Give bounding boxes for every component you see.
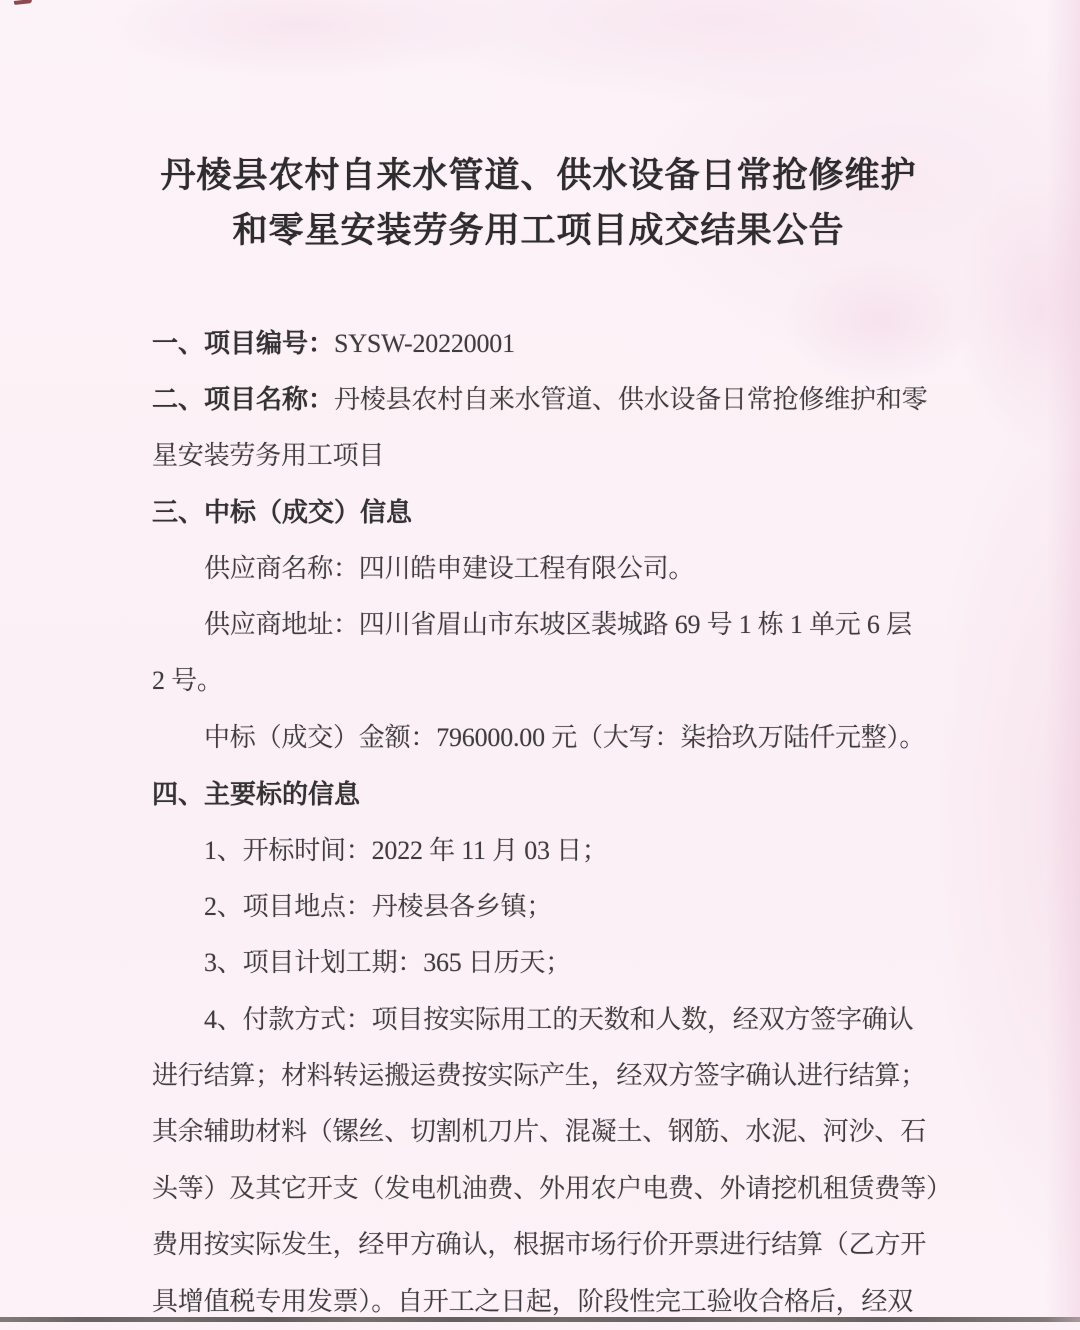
line-text: 中标（成交）金额：796000.00 元（大写：柒拾玖万陆仟元整）。 <box>204 722 926 752</box>
document-body <box>152 315 952 1330</box>
line-project-name <box>152 371 930 427</box>
line-payment-cont-4 <box>152 1217 930 1273</box>
scan-corner-mark <box>14 0 32 5</box>
line-text: 供应商名称：四川皓申建设工程有限公司。 <box>204 553 695 583</box>
section-label: 一、项目编号： <box>152 328 335 358</box>
document-title <box>152 148 925 258</box>
line-supplier-address-cont <box>152 653 930 709</box>
line-award-info-heading <box>152 484 930 540</box>
line-award-amount <box>152 710 930 766</box>
document-title-line-2: 和零星安装劳务用工项目成交结果公告 <box>232 211 845 250</box>
section-label: 二、项目名称： <box>152 384 335 415</box>
line-text: 2、项目地点：丹棱县各乡镇； <box>204 891 553 921</box>
line-text: 2 号。 <box>152 666 223 696</box>
line-payment-method <box>152 992 930 1048</box>
line-payment-cont-1 <box>152 1048 930 1104</box>
line-supplier-name <box>152 541 930 597</box>
line-text: 1、开标时间：2022 年 11 月 03 日； <box>204 835 608 865</box>
line-text: 具增值税专用发票）。自开工之日起，阶段性完工验收合格后，经双 <box>152 1286 914 1316</box>
line-text: 丹棱县农村自来水管道、供水设备日常抢修维护和零 <box>334 385 928 415</box>
line-project-duration <box>152 935 930 991</box>
scan-edge-shadow <box>1046 0 1080 1322</box>
line-project-number <box>152 315 930 371</box>
line-supplier-address <box>152 597 930 653</box>
line-text: 4、付款方式：项目按实际用工的天数和人数，经双方签字确认 <box>204 1004 914 1034</box>
line-project-name-cont <box>152 428 930 484</box>
line-text: 其余辅助材料（镙丝、切割机刀片、混凝土、钢筋、水泥、河沙、石 <box>152 1117 927 1147</box>
line-payment-cont-3 <box>152 1161 952 1217</box>
line-text: SYSW-20220001 <box>334 329 515 358</box>
line-text: 费用按实际发生，经甲方确认，根据市场行价开票进行结算（乙方开 <box>152 1230 927 1260</box>
line-text: 供应商地址：四川省眉山市东坡区裴城路 69 号 1 栋 1 单元 6 层 <box>204 609 912 639</box>
line-text: 头等）及其它开支（发电机油费、外用农户电费、外请挖机租赁费等） <box>152 1173 952 1203</box>
line-text: 3、项目计划工期：365 日历天； <box>204 948 572 978</box>
line-project-location <box>152 879 930 935</box>
line-text: 进行结算；材料转运搬运费按实际产生，经双方签字确认进行结算； <box>152 1061 927 1091</box>
document-title-line-1: 丹棱县农村自来水管道、供水设备日常抢修维护 <box>160 156 917 195</box>
line-text: 星安装劳务用工项目 <box>152 440 385 470</box>
section-label: 三、中标（成交）信息 <box>152 497 413 528</box>
cut-off-next-line <box>0 1317 1080 1322</box>
line-bid-opening-time <box>152 823 930 879</box>
line-main-subject-heading <box>152 766 930 822</box>
section-label: 四、主要标的信息 <box>152 779 361 810</box>
line-payment-cont-2 <box>152 1104 930 1160</box>
